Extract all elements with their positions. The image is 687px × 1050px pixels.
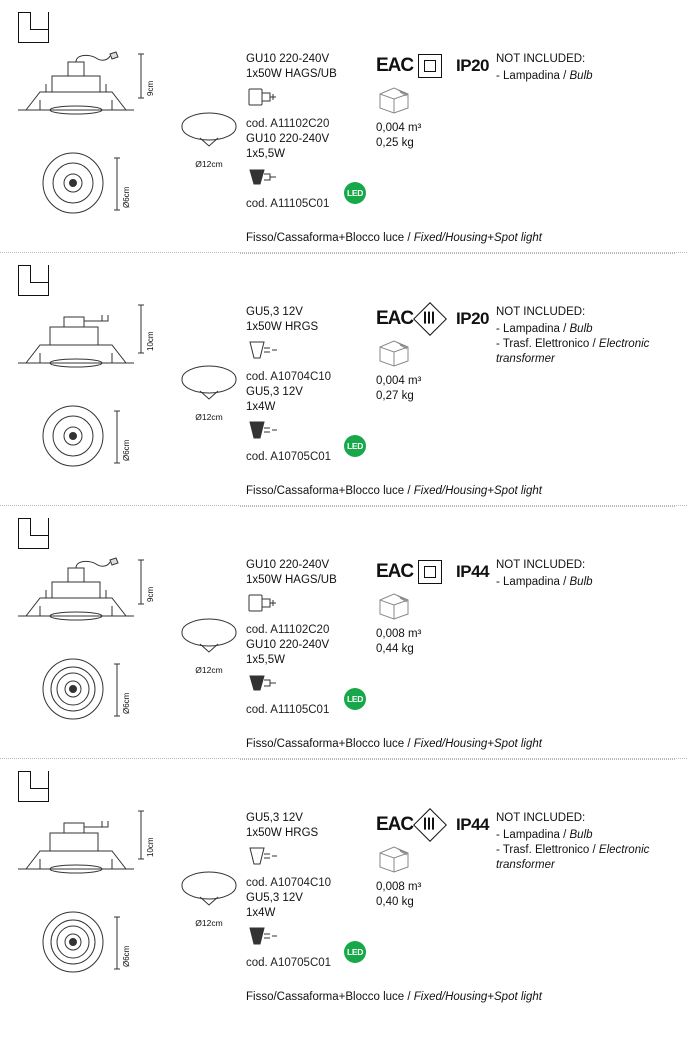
list-item: [496, 337, 681, 367]
diameter-dimension: [112, 915, 122, 973]
diameter-dimension: [112, 662, 122, 720]
weight-value: 0,44 kg: [376, 642, 414, 655]
ip-rating: IP20: [456, 56, 490, 75]
not-included-title: NOT INCLUDED:: [496, 812, 586, 824]
footer-note: [246, 991, 542, 1003]
protection-class-square-icon: [418, 560, 442, 584]
item-text: - Lampadina /: [496, 828, 570, 841]
item-text: - Lampadina /: [496, 322, 570, 335]
height-dimension: [136, 558, 146, 608]
footer-italic: Fixed/Housing+Spot light: [413, 485, 542, 497]
not-included-title: NOT INCLUDED:: [496, 306, 586, 318]
eac-mark: EAC: [376, 561, 414, 582]
power-2: 1x5,5W: [246, 147, 285, 160]
socket-1: GU10 220-240V: [246, 559, 330, 571]
item-text-italic: Bulb: [569, 69, 593, 82]
power-1: 1x50W HRGS: [246, 826, 319, 839]
footer-plain: Fisso/Cassaforma+Blocco luce /: [246, 485, 414, 497]
oval-diameter-label: Ø12cm: [195, 412, 223, 422]
technical-drawing-column: [8, 8, 178, 244]
certification-column: [376, 813, 496, 910]
led-badge-label: LED: [344, 688, 366, 710]
power-1: 1x50W HAGS/UB: [246, 573, 337, 586]
cutout-oval-column: [178, 363, 240, 433]
diameter-dimension-label: Ø6cm: [122, 945, 131, 967]
power-2: 1x5,5W: [246, 653, 285, 666]
gu10-led-lamp-icon: [246, 670, 280, 696]
code-1: cod. A11102C20: [246, 118, 330, 131]
oval-diameter-label: Ø12cm: [195, 159, 223, 169]
volume-value: 0,008 m³: [376, 627, 422, 640]
not-included-list: [496, 69, 681, 84]
side-view-drawing: [16, 554, 136, 634]
code-1: cod. A10704C10: [246, 877, 332, 890]
height-dimension-label: 9cm: [146, 80, 155, 96]
item-text-italic: Bulb: [569, 828, 593, 841]
code-1: cod. A11102C20: [246, 624, 330, 637]
list-item: [496, 575, 681, 590]
oval-drawing: [178, 869, 240, 911]
socket-1: GU5,3 12V: [246, 812, 303, 824]
square-cutout-icon: [18, 12, 48, 42]
product-row: [0, 758, 687, 1011]
footer-italic: Fixed/Housing+Spot light: [413, 991, 542, 1003]
certification-column: [376, 307, 496, 404]
not-included-title: NOT INCLUDED:: [496, 559, 586, 571]
square-cutout-icon: [18, 518, 48, 548]
footer-plain: Fisso/Cassaforma+Blocco luce /: [246, 738, 414, 750]
side-view-drawing: [16, 48, 136, 128]
row-separator: [240, 253, 675, 254]
volume-value: 0,008 m³: [376, 880, 422, 893]
height-dimension: [136, 303, 146, 357]
socket-2: GU5,3 12V: [246, 891, 303, 904]
list-item: [496, 828, 681, 843]
cutout-oval-column: [178, 110, 240, 180]
gu53-led-lamp-icon: [246, 417, 280, 443]
top-view-drawing: [38, 654, 108, 724]
footer-italic: Fixed/Housing+Spot light: [413, 232, 542, 244]
footer-plain: Fisso/Cassaforma+Blocco luce /: [246, 232, 414, 244]
technical-drawing-column: [8, 767, 178, 1003]
height-dimension: [136, 52, 146, 102]
eac-mark: EAC: [376, 55, 414, 76]
oval-drawing: [178, 110, 240, 152]
not-included-column: [496, 305, 681, 367]
not-included-column: [496, 811, 681, 873]
product-row: [0, 252, 687, 505]
led-badge: [344, 435, 366, 457]
gu10-led-lamp-icon: [246, 164, 280, 190]
list-item: [496, 843, 681, 873]
gu53-lamp-icon: [246, 337, 280, 363]
weight-value: 0,25 kg: [376, 136, 414, 149]
carton-box-icon: [376, 843, 412, 873]
led-badge-label: LED: [344, 435, 366, 457]
not-included-list: [496, 322, 681, 367]
weight-value: 0,40 kg: [376, 895, 414, 908]
led-badge: [344, 941, 366, 963]
top-view-drawing: [38, 907, 108, 977]
diameter-dimension: [112, 409, 122, 467]
led-badge: [344, 688, 366, 710]
row-separator: [240, 506, 675, 507]
height-dimension-label: 9cm: [146, 586, 155, 602]
protection-class-square-icon: [418, 54, 442, 78]
oval-diameter-label: Ø12cm: [195, 665, 223, 675]
diameter-dimension-label: Ø6cm: [122, 692, 131, 714]
code-2: cod. A10705C01: [246, 451, 332, 464]
oval-drawing: [178, 363, 240, 405]
not-included-title: NOT INCLUDED:: [496, 53, 586, 65]
weight-value: 0,27 kg: [376, 389, 414, 402]
socket-1: GU5,3 12V: [246, 306, 303, 318]
code-2: cod. A10705C01: [246, 957, 332, 970]
ip-rating: IP44: [456, 815, 490, 834]
socket-2: GU10 220-240V: [246, 638, 330, 651]
socket-1: GU10 220-240V: [246, 53, 330, 65]
certification-column: [376, 560, 496, 657]
protection-class-diamond-icon: [413, 808, 447, 842]
product-row: [0, 505, 687, 758]
item-text: - Trasf. Elettronico /: [496, 337, 599, 350]
gu10-lamp-icon: [246, 590, 280, 616]
height-dimension-label: 10cm: [146, 331, 155, 351]
eac-mark: EAC: [376, 814, 414, 835]
carton-box-icon: [376, 84, 412, 114]
oval-diameter-label: Ø12cm: [195, 918, 223, 928]
protection-class-diamond-icon: [413, 302, 447, 336]
certification-column: [376, 54, 496, 151]
power-1: 1x50W HRGS: [246, 320, 319, 333]
oval-drawing: [178, 616, 240, 658]
technical-drawing-column: [8, 261, 178, 497]
not-included-list: [496, 828, 681, 873]
diameter-dimension-label: Ø6cm: [122, 439, 131, 461]
not-included-column: [496, 558, 681, 590]
carton-box-icon: [376, 590, 412, 620]
socket-2: GU10 220-240V: [246, 132, 330, 145]
top-view-drawing: [38, 401, 108, 471]
height-dimension: [136, 809, 146, 863]
volume-value: 0,004 m³: [376, 374, 422, 387]
led-badge: [344, 182, 366, 204]
gu53-led-lamp-icon: [246, 923, 280, 949]
ip-rating: IP44: [456, 562, 490, 581]
footer-note: [246, 738, 542, 750]
power-2: 1x4W: [246, 400, 276, 413]
carton-box-icon: [376, 337, 412, 367]
not-included-column: [496, 52, 681, 84]
power-1: 1x50W HAGS/UB: [246, 67, 337, 80]
eac-mark: EAC: [376, 308, 414, 329]
item-text: - Lampadina /: [496, 575, 570, 588]
row-separator: [240, 759, 675, 760]
cutout-oval-column: [178, 616, 240, 686]
side-view-drawing: [16, 807, 136, 887]
square-cutout-icon: [18, 771, 48, 801]
side-view-drawing: [16, 301, 136, 381]
height-dimension-label: 10cm: [146, 837, 155, 857]
led-badge-label: LED: [344, 182, 366, 204]
square-cutout-icon: [18, 265, 48, 295]
footer-italic: Fixed/Housing+Spot light: [413, 738, 542, 750]
code-2: cod. A11105C01: [246, 198, 330, 211]
list-item: [496, 69, 681, 84]
item-text-italic: Bulb: [569, 322, 593, 335]
footer-plain: Fisso/Cassaforma+Blocco luce /: [246, 991, 414, 1003]
not-included-list: [496, 575, 681, 590]
item-text-italic: Electronic transformer: [496, 337, 650, 365]
footer-note: [246, 485, 542, 497]
item-text: - Lampadina /: [496, 69, 570, 82]
list-item: [496, 322, 681, 337]
ip-rating: IP20: [456, 309, 490, 328]
gu53-lamp-icon: [246, 843, 280, 869]
item-text-italic: Bulb: [569, 575, 593, 588]
socket-2: GU5,3 12V: [246, 385, 303, 398]
item-text-italic: Electronic transformer: [496, 843, 650, 871]
footer-note: [246, 232, 542, 244]
cutout-oval-column: [178, 869, 240, 939]
technical-drawing-column: [8, 514, 178, 750]
diameter-dimension: [112, 156, 122, 214]
code-1: cod. A10704C10: [246, 371, 332, 384]
led-badge-label: LED: [344, 941, 366, 963]
diameter-dimension-label: Ø6cm: [122, 186, 131, 208]
volume-value: 0,004 m³: [376, 121, 422, 134]
item-text: - Trasf. Elettronico /: [496, 843, 599, 856]
top-view-drawing: [38, 148, 108, 218]
code-2: cod. A11105C01: [246, 704, 330, 717]
power-2: 1x4W: [246, 906, 276, 919]
gu10-lamp-icon: [246, 84, 280, 110]
product-row: [0, 0, 687, 252]
